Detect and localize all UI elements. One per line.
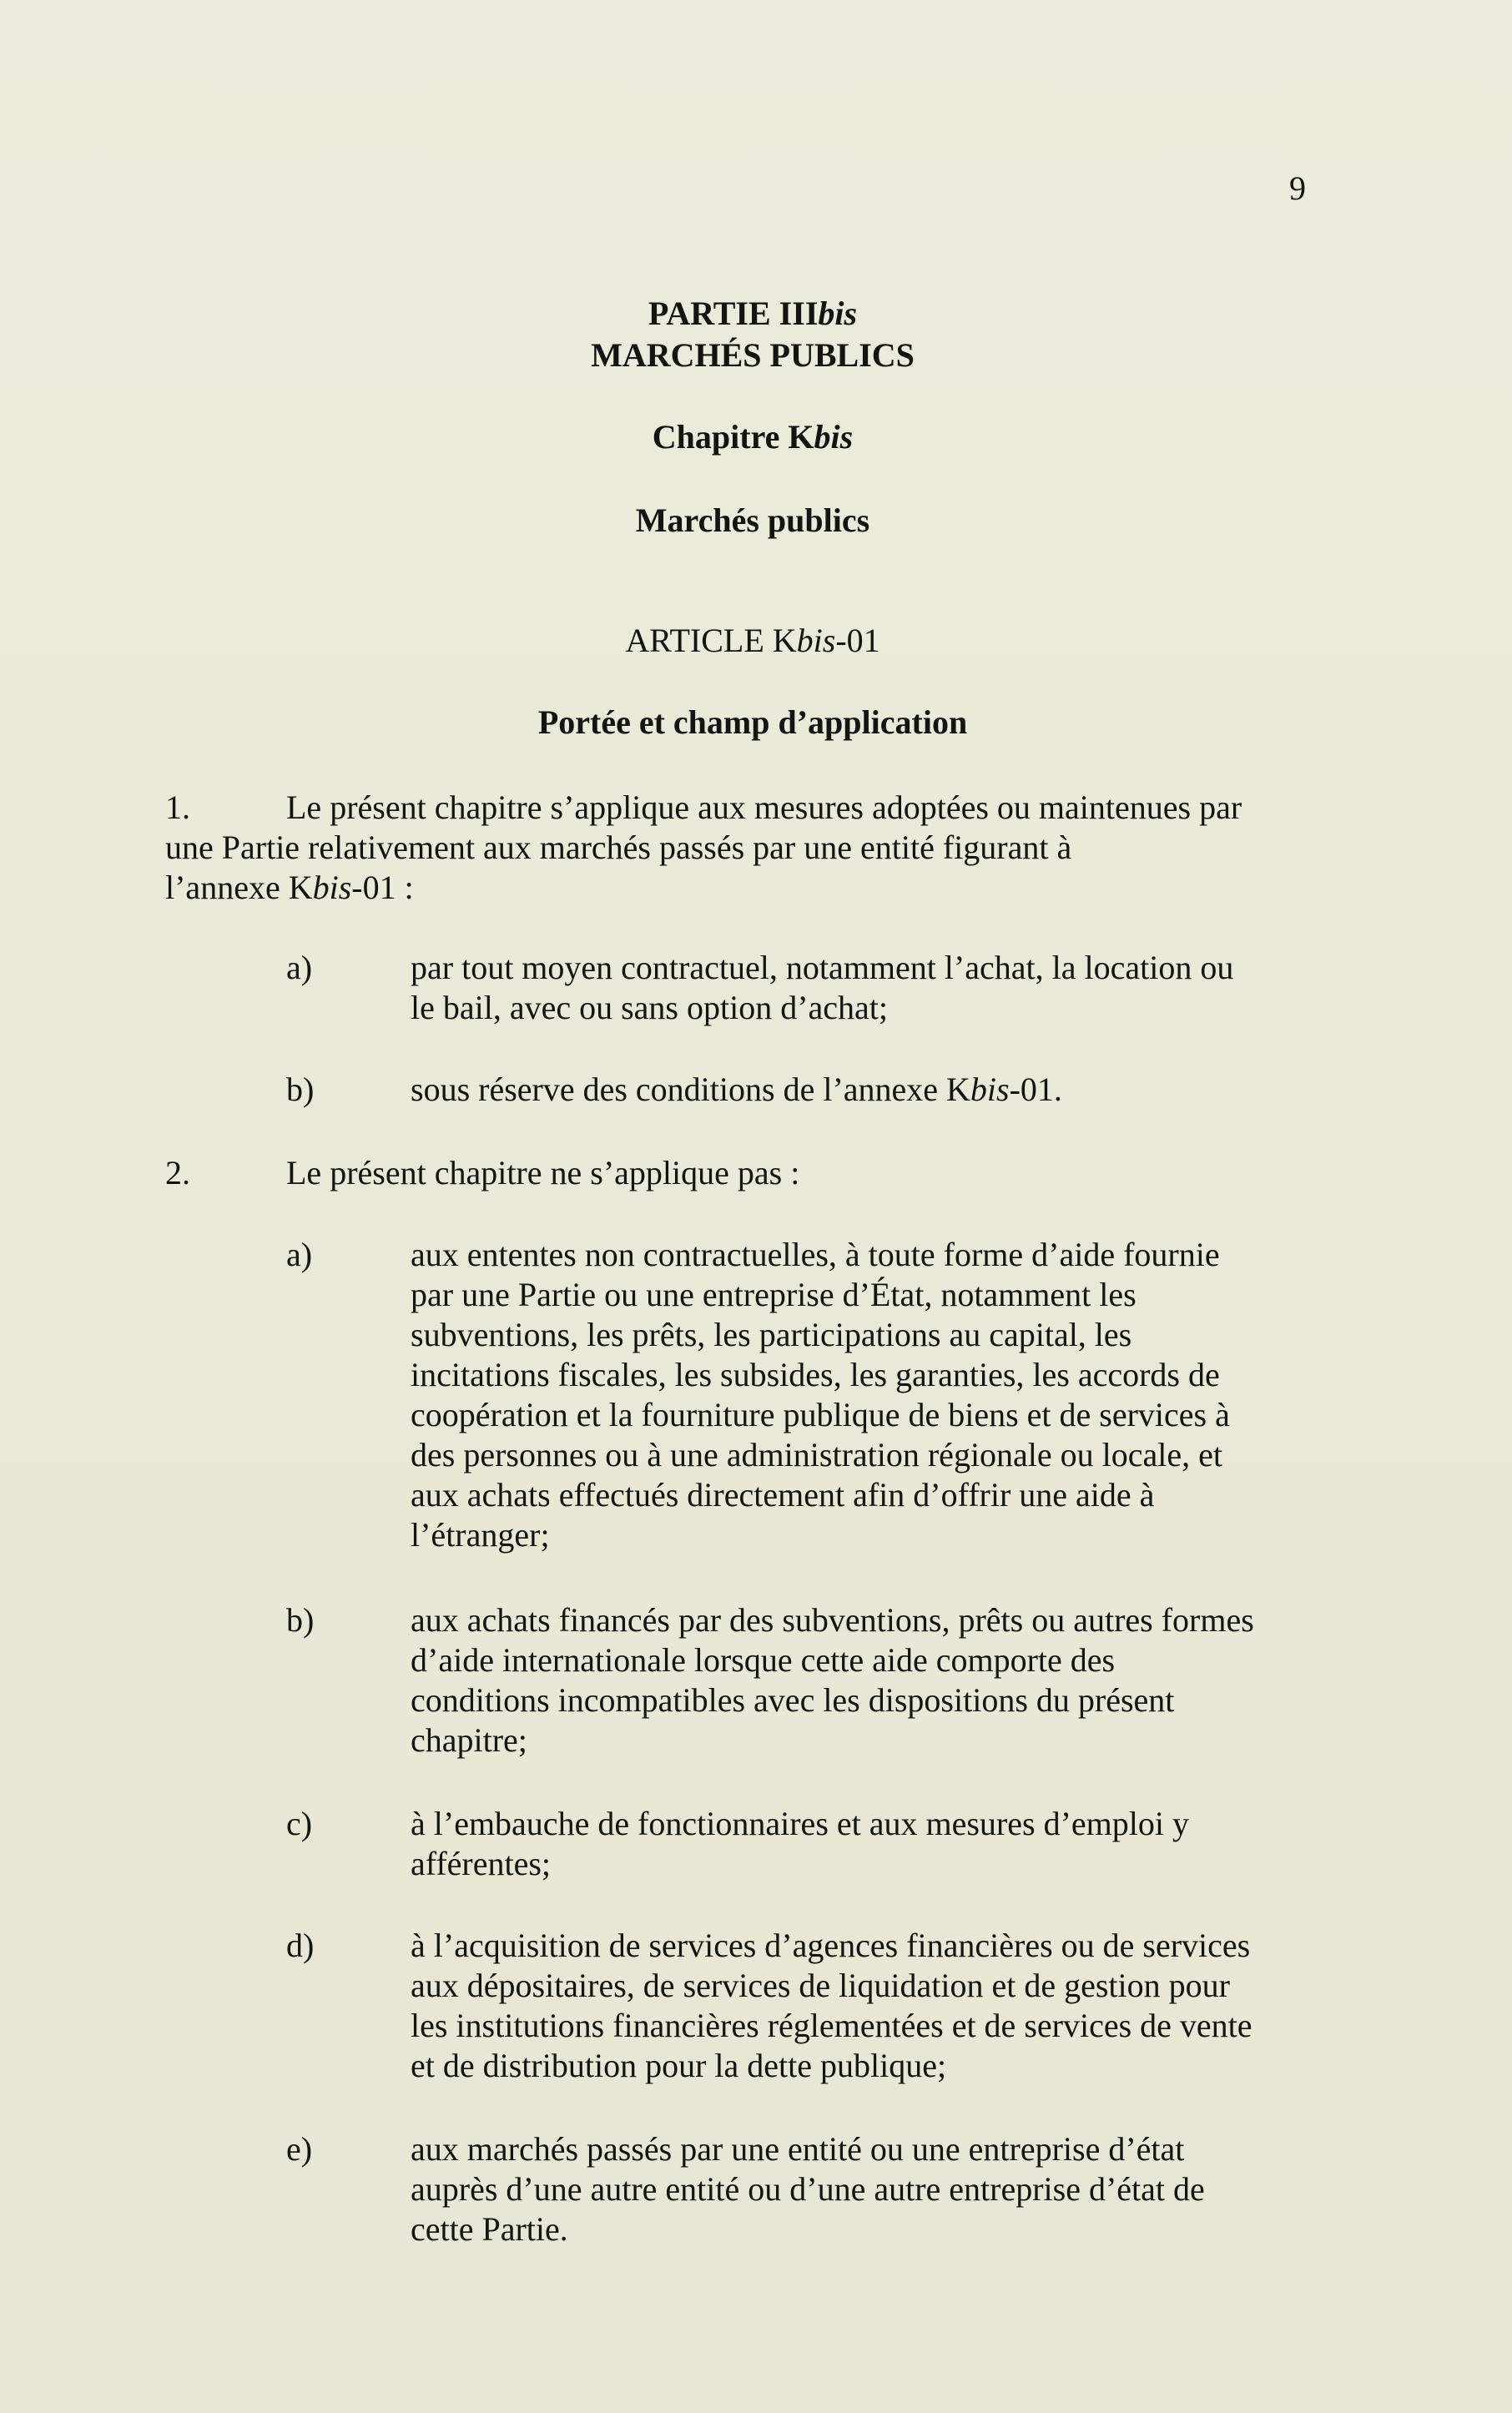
item-line: et de distribution pour la dette publique; <box>411 2047 947 2084</box>
part-title <box>0 294 1509 334</box>
chapter-subtitle: Marchés publics <box>635 501 870 539</box>
item-label: b) <box>286 1070 315 1108</box>
paragraph-2-number: 2. <box>165 1154 190 1191</box>
item-line: aux ententes non contractuelles, à toute forme d’aide fournie <box>411 1236 1220 1273</box>
article-title-suffix: -01 <box>835 622 880 659</box>
item-label: d) <box>286 1927 315 1964</box>
item-line: d’aide internationale lorsque cette aide comporte des <box>411 1641 1116 1679</box>
item-line: subventions, les prêts, les participations au capital, les <box>411 1316 1132 1353</box>
item-text <box>411 1926 1320 2086</box>
paragraph-2-intro: Le présent chapitre ne s’applique pas : <box>286 1154 800 1191</box>
item-text <box>411 1235 1320 1555</box>
paragraph-1-line-3 <box>165 868 414 908</box>
item-line: coopération et la fourniture publique de biens et de services à <box>411 1396 1230 1433</box>
item-line: chapitre; <box>411 1721 527 1759</box>
item-line: cette Partie. <box>411 2210 568 2248</box>
article-title-prefix: ARTICLE K <box>625 622 797 659</box>
item-line: les institutions financières réglementées et de services de vente <box>411 2007 1252 2044</box>
part-subtitle: MARCHÉS PUBLICS <box>591 336 915 374</box>
item-text <box>411 1070 1320 1110</box>
item-line: auprès d’une autre entité ou d’une autre entreprise d’état de <box>411 2170 1205 2208</box>
paragraph-1-line-1: Le présent chapitre s’applique aux mesures adoptées ou maintenues par <box>286 788 1242 826</box>
part-title-prefix: PARTIE III <box>648 295 819 332</box>
item-label: a) <box>286 1236 313 1273</box>
item-line: par tout moyen contractuel, notamment l’achat, la location ou <box>411 949 1234 986</box>
item-line: des personnes ou à une administration régionale ou locale, et <box>411 1436 1223 1473</box>
item-line: aux achats effectués directement afin d’offrir une aide à <box>411 1476 1155 1514</box>
item-label: b) <box>286 1601 315 1639</box>
item-text-prefix: sous réserve des conditions de l’annexe K <box>411 1070 970 1108</box>
item-text <box>411 948 1320 1028</box>
item-text-italic: bis <box>970 1070 1010 1108</box>
item-line: aux marchés passés par une entité ou une entreprise d’état <box>411 2130 1185 2168</box>
item-text-suffix: -01. <box>1009 1070 1062 1108</box>
part-title-suffix: bis <box>818 295 858 332</box>
item-text <box>411 2129 1320 2249</box>
item-line: à l’embauche de fonctionnaires et aux mesures d’emploi y <box>411 1805 1189 1842</box>
chapter-title <box>0 417 1509 457</box>
item-label: e) <box>286 2130 313 2168</box>
item-line: par une Partie ou une entreprise d’État, notamment les <box>411 1276 1137 1313</box>
item-line: incitations fiscales, les subsides, les garanties, les accords de <box>411 1356 1220 1393</box>
article-subtitle: Portée et champ d’application <box>537 703 968 741</box>
paragraph-1-line-3-italic: bis <box>312 869 352 906</box>
paragraph-1-line-3-prefix: l’annexe K <box>165 869 313 906</box>
item-text <box>411 1804 1320 1884</box>
article-title-italic: bis <box>796 622 836 659</box>
chapter-title-suffix: bis <box>814 418 854 456</box>
paragraph-1-number: 1. <box>165 788 190 826</box>
item-line: le bail, avec ou sans option d’achat; <box>411 989 889 1026</box>
item-line: aux dépositaires, de services de liquidation et de gestion pour <box>411 1967 1230 2004</box>
item-label: c) <box>286 1805 313 1842</box>
item-line: l’étranger; <box>411 1516 550 1554</box>
item-line: conditions incompatibles avec les dispositions du présent <box>411 1681 1175 1719</box>
item-line: aux achats financés par des subventions, prêts ou autres formes <box>411 1601 1254 1639</box>
page-number: 9 <box>1289 169 1306 207</box>
item-line: à l’acquisition de services d’agences financières ou de services <box>411 1927 1251 1964</box>
item-label: a) <box>286 949 313 986</box>
chapter-title-prefix: Chapitre K <box>652 418 814 456</box>
item-text <box>411 1600 1320 1761</box>
article-title <box>0 621 1509 661</box>
paragraph-1-line-3-suffix: -01 : <box>351 869 414 906</box>
item-line: afférentes; <box>411 1845 552 1882</box>
paragraph-1-line-2: une Partie relativement aux marchés passés par une entité figurant à <box>165 829 1072 866</box>
